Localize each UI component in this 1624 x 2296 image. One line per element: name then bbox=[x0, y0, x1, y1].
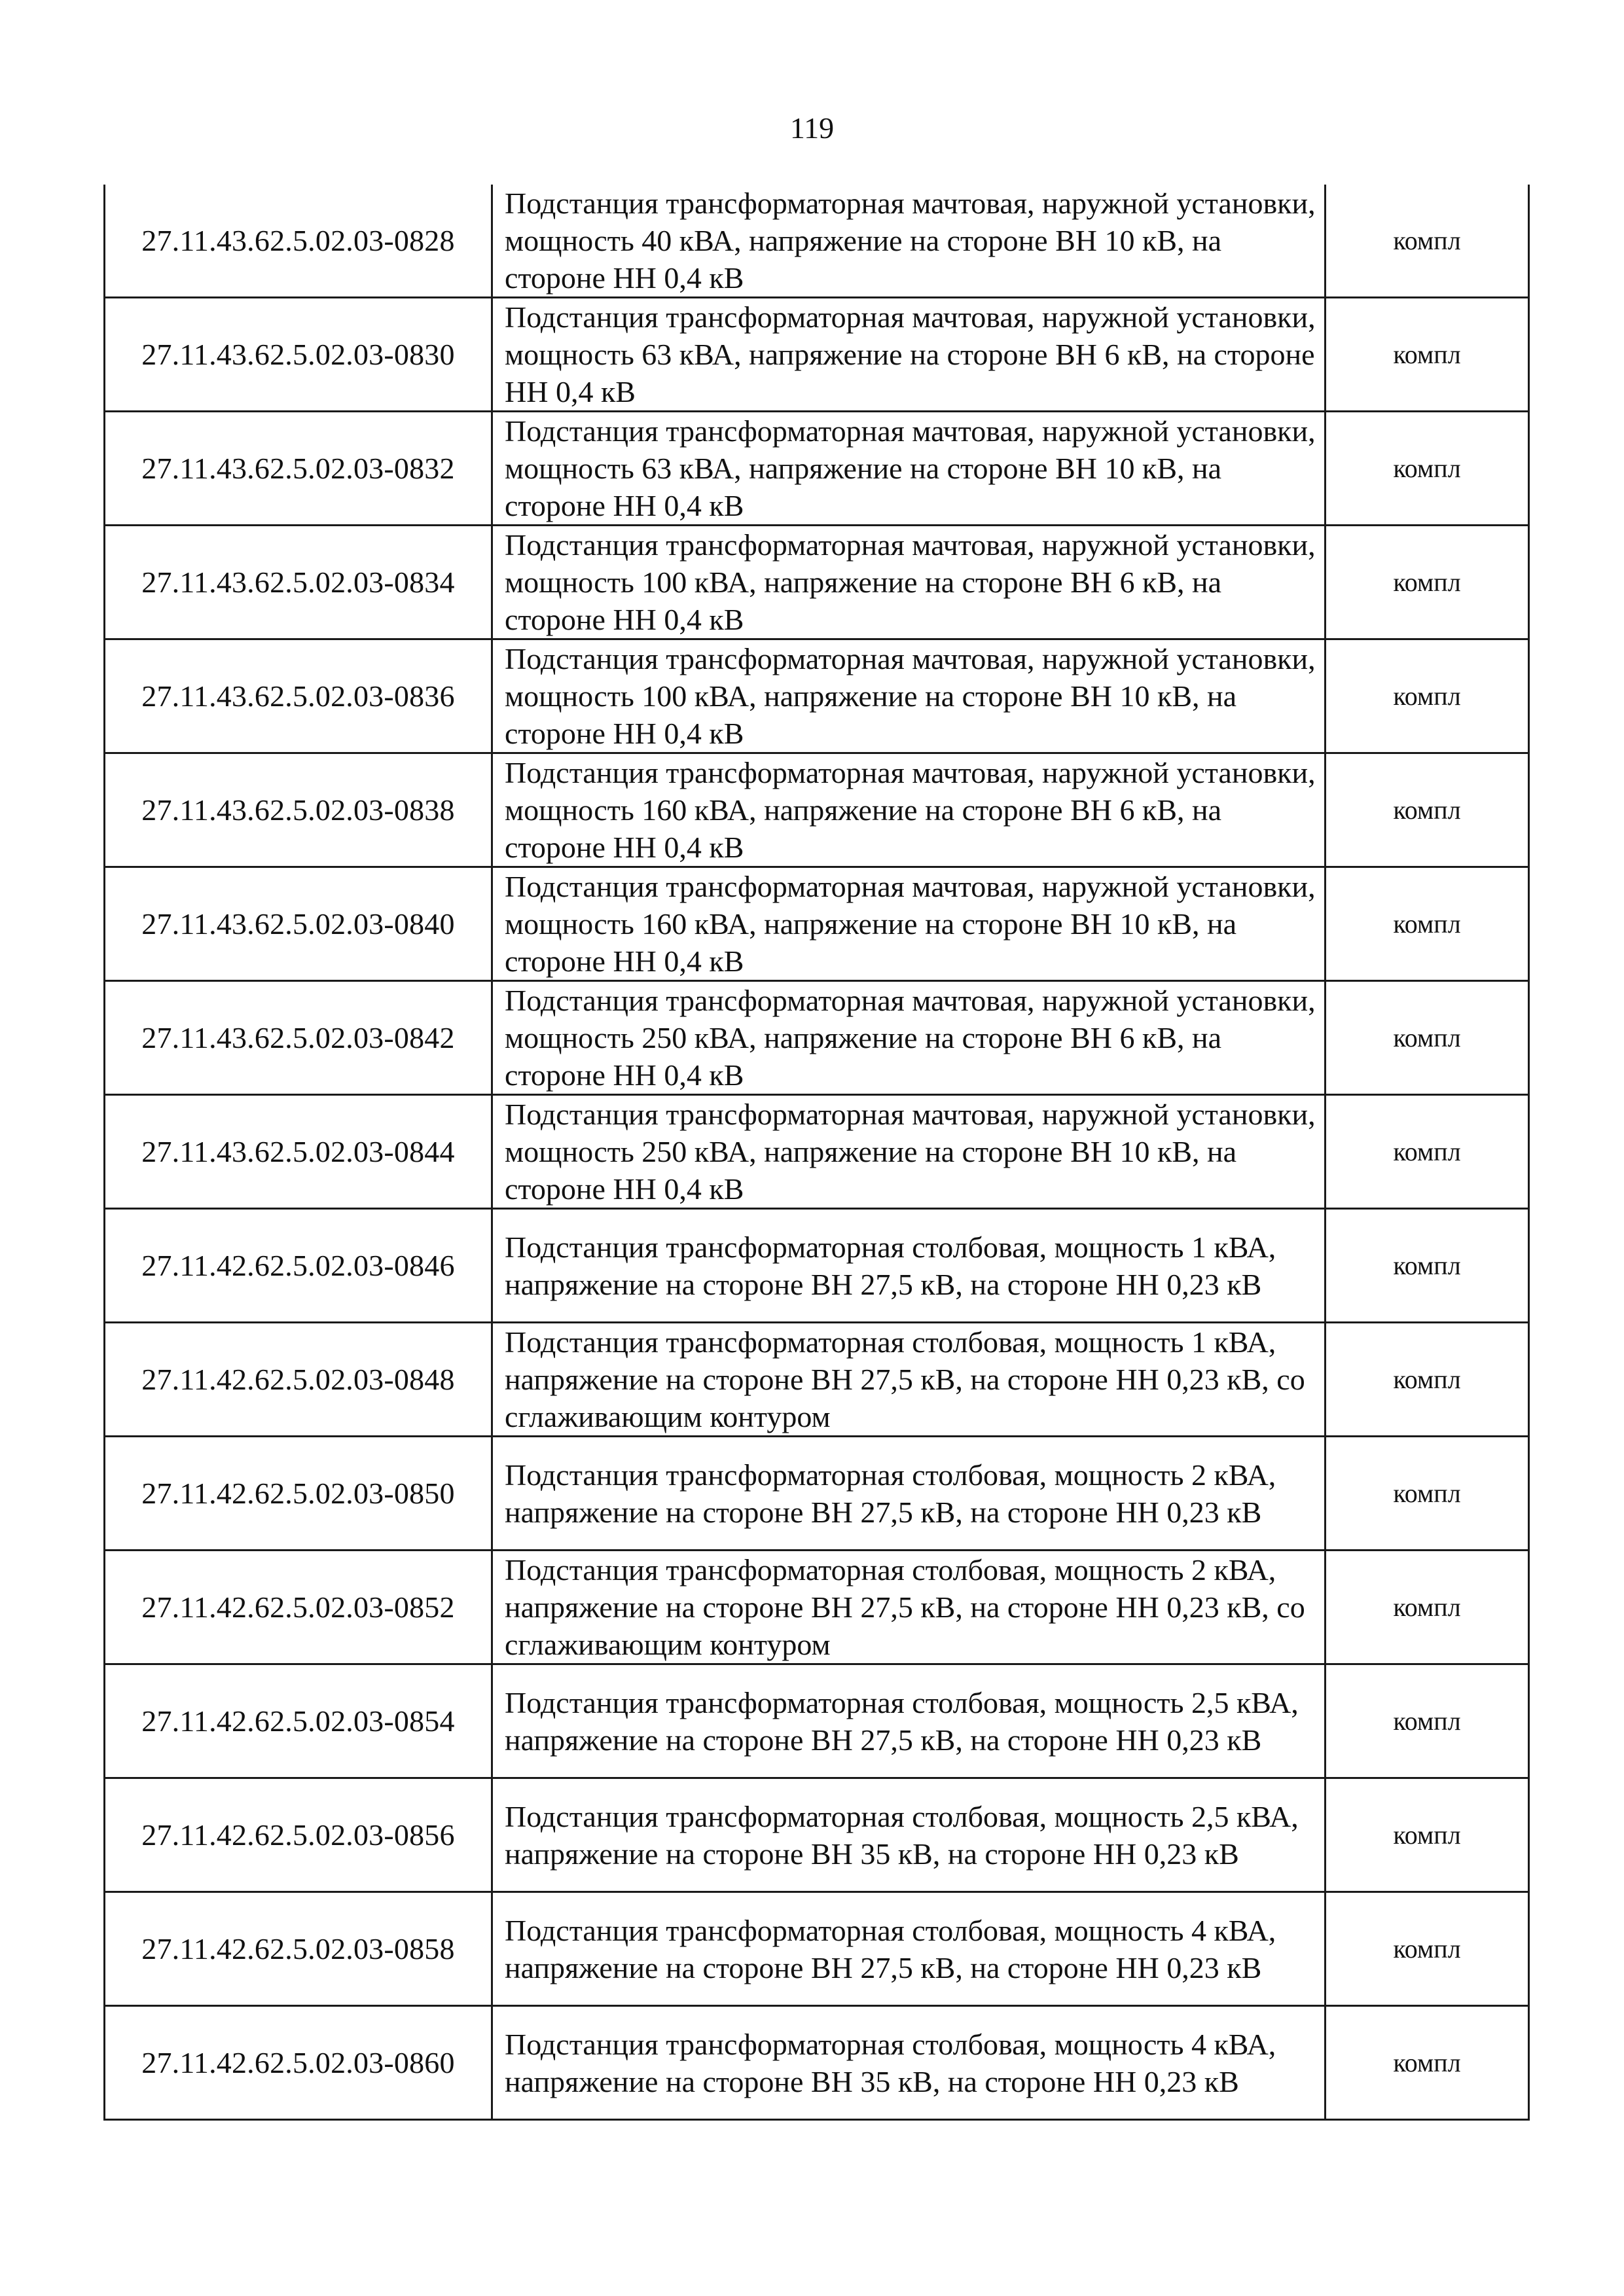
unit-of-measure: компл bbox=[1326, 298, 1529, 412]
resource-description: Подстанция трансформаторная мачтовая, наружной установки, мощность 63 кВА, напряжение на стороне ВН 6 кВ, на стороне НН 0,4 кВ bbox=[492, 298, 1326, 412]
resource-description: Подстанция трансформаторная столбовая, мощность 4 кВА, напряжение на стороне ВН 27,5 кВ, на стороне НН 0,23 кВ bbox=[492, 1892, 1326, 2006]
resource-description: Подстанция трансформаторная столбовая, мощность 2,5 кВА, напряжение на стороне ВН 27,5 кВ, на стороне НН 0,23 кВ bbox=[492, 1664, 1326, 1778]
resource-code: 27.11.43.62.5.02.03-0842 bbox=[105, 981, 492, 1095]
resource-code: 27.11.42.62.5.02.03-0848 bbox=[105, 1323, 492, 1437]
unit-of-measure: компл bbox=[1326, 753, 1529, 867]
unit-of-measure: компл bbox=[1326, 1551, 1529, 1664]
table-row bbox=[105, 2006, 1529, 2120]
table-row bbox=[105, 1664, 1529, 1778]
resource-description: Подстанция трансформаторная мачтовая, наружной установки, мощность 160 кВА, напряжение на стороне ВН 10 кВ, на стороне НН 0,4 кВ bbox=[492, 867, 1326, 981]
table-row bbox=[105, 1323, 1529, 1437]
unit-of-measure: компл bbox=[1326, 1778, 1529, 1892]
resource-description: Подстанция трансформаторная мачтовая, наружной установки, мощность 100 кВА, напряжение на стороне ВН 6 кВ, на стороне НН 0,4 кВ bbox=[492, 526, 1326, 639]
unit-of-measure: компл bbox=[1326, 2006, 1529, 2120]
resource-code: 27.11.43.62.5.02.03-0836 bbox=[105, 639, 492, 753]
unit-of-measure: компл bbox=[1326, 185, 1529, 298]
unit-of-measure: компл bbox=[1326, 526, 1529, 639]
resource-table bbox=[103, 185, 1530, 2121]
table-row bbox=[105, 1437, 1529, 1551]
resource-description: Подстанция трансформаторная столбовая, мощность 1 кВА, напряжение на стороне ВН 27,5 кВ, на стороне НН 0,23 кВ, со сглаживающим контуром bbox=[492, 1323, 1326, 1437]
unit-of-measure: компл bbox=[1326, 412, 1529, 526]
resource-code: 27.11.43.62.5.02.03-0844 bbox=[105, 1095, 492, 1209]
resource-code: 27.11.42.62.5.02.03-0856 bbox=[105, 1778, 492, 1892]
resource-code: 27.11.43.62.5.02.03-0828 bbox=[105, 185, 492, 298]
table-row bbox=[105, 753, 1529, 867]
unit-of-measure: компл bbox=[1326, 1209, 1529, 1323]
table-row bbox=[105, 185, 1529, 298]
resource-code: 27.11.42.62.5.02.03-0846 bbox=[105, 1209, 492, 1323]
resource-description: Подстанция трансформаторная столбовая, мощность 1 кВА, напряжение на стороне ВН 27,5 кВ, на стороне НН 0,23 кВ bbox=[492, 1209, 1326, 1323]
unit-of-measure: компл bbox=[1326, 1323, 1529, 1437]
unit-of-measure: компл bbox=[1326, 981, 1529, 1095]
table-body bbox=[105, 185, 1529, 2120]
resource-description: Подстанция трансформаторная столбовая, мощность 2 кВА, напряжение на стороне ВН 27,5 кВ, на стороне НН 0,23 кВ, со сглаживающим контуром bbox=[492, 1551, 1326, 1664]
resource-code: 27.11.43.62.5.02.03-0838 bbox=[105, 753, 492, 867]
table-row bbox=[105, 526, 1529, 639]
unit-of-measure: компл bbox=[1326, 1437, 1529, 1551]
table-row bbox=[105, 1778, 1529, 1892]
table-row bbox=[105, 1892, 1529, 2006]
table-row bbox=[105, 981, 1529, 1095]
unit-of-measure: компл bbox=[1326, 1892, 1529, 2006]
table-row bbox=[105, 1551, 1529, 1664]
resource-code: 27.11.43.62.5.02.03-0840 bbox=[105, 867, 492, 981]
resource-description: Подстанция трансформаторная столбовая, мощность 2,5 кВА, напряжение на стороне ВН 35 кВ, на стороне НН 0,23 кВ bbox=[492, 1778, 1326, 1892]
resource-description: Подстанция трансформаторная столбовая, мощность 2 кВА, напряжение на стороне ВН 27,5 кВ, на стороне НН 0,23 кВ bbox=[492, 1437, 1326, 1551]
resource-description: Подстанция трансформаторная мачтовая, наружной установки, мощность 100 кВА, напряжение на стороне ВН 10 кВ, на стороне НН 0,4 кВ bbox=[492, 639, 1326, 753]
resource-description: Подстанция трансформаторная мачтовая, наружной установки, мощность 250 кВА, напряжение на стороне ВН 10 кВ, на стороне НН 0,4 кВ bbox=[492, 1095, 1326, 1209]
table-row bbox=[105, 639, 1529, 753]
resource-description: Подстанция трансформаторная мачтовая, наружной установки, мощность 160 кВА, напряжение на стороне ВН 6 кВ, на стороне НН 0,4 кВ bbox=[492, 753, 1326, 867]
unit-of-measure: компл bbox=[1326, 1095, 1529, 1209]
resource-description: Подстанция трансформаторная мачтовая, наружной установки, мощность 40 кВА, напряжение на стороне ВН 10 кВ, на стороне НН 0,4 кВ bbox=[492, 185, 1326, 298]
resource-description: Подстанция трансформаторная мачтовая, наружной установки, мощность 63 кВА, напряжение на стороне ВН 10 кВ, на стороне НН 0,4 кВ bbox=[492, 412, 1326, 526]
resource-code: 27.11.43.62.5.02.03-0834 bbox=[105, 526, 492, 639]
table-row bbox=[105, 867, 1529, 981]
unit-of-measure: компл bbox=[1326, 639, 1529, 753]
table-row bbox=[105, 298, 1529, 412]
resource-code: 27.11.42.62.5.02.03-0858 bbox=[105, 1892, 492, 2006]
table-row bbox=[105, 412, 1529, 526]
resource-code: 27.11.42.62.5.02.03-0852 bbox=[105, 1551, 492, 1664]
unit-of-measure: компл bbox=[1326, 1664, 1529, 1778]
table-row bbox=[105, 1095, 1529, 1209]
resource-description: Подстанция трансформаторная мачтовая, наружной установки, мощность 250 кВА, напряжение на стороне ВН 6 кВ, на стороне НН 0,4 кВ bbox=[492, 981, 1326, 1095]
resource-code: 27.11.42.62.5.02.03-0850 bbox=[105, 1437, 492, 1551]
resource-code: 27.11.43.62.5.02.03-0830 bbox=[105, 298, 492, 412]
resource-code: 27.11.43.62.5.02.03-0832 bbox=[105, 412, 492, 526]
page-number: 119 bbox=[789, 111, 835, 145]
unit-of-measure: компл bbox=[1326, 867, 1529, 981]
resource-code: 27.11.42.62.5.02.03-0854 bbox=[105, 1664, 492, 1778]
table-row bbox=[105, 1209, 1529, 1323]
resource-description: Подстанция трансформаторная столбовая, мощность 4 кВА, напряжение на стороне ВН 35 кВ, на стороне НН 0,23 кВ bbox=[492, 2006, 1326, 2120]
resource-code: 27.11.42.62.5.02.03-0860 bbox=[105, 2006, 492, 2120]
